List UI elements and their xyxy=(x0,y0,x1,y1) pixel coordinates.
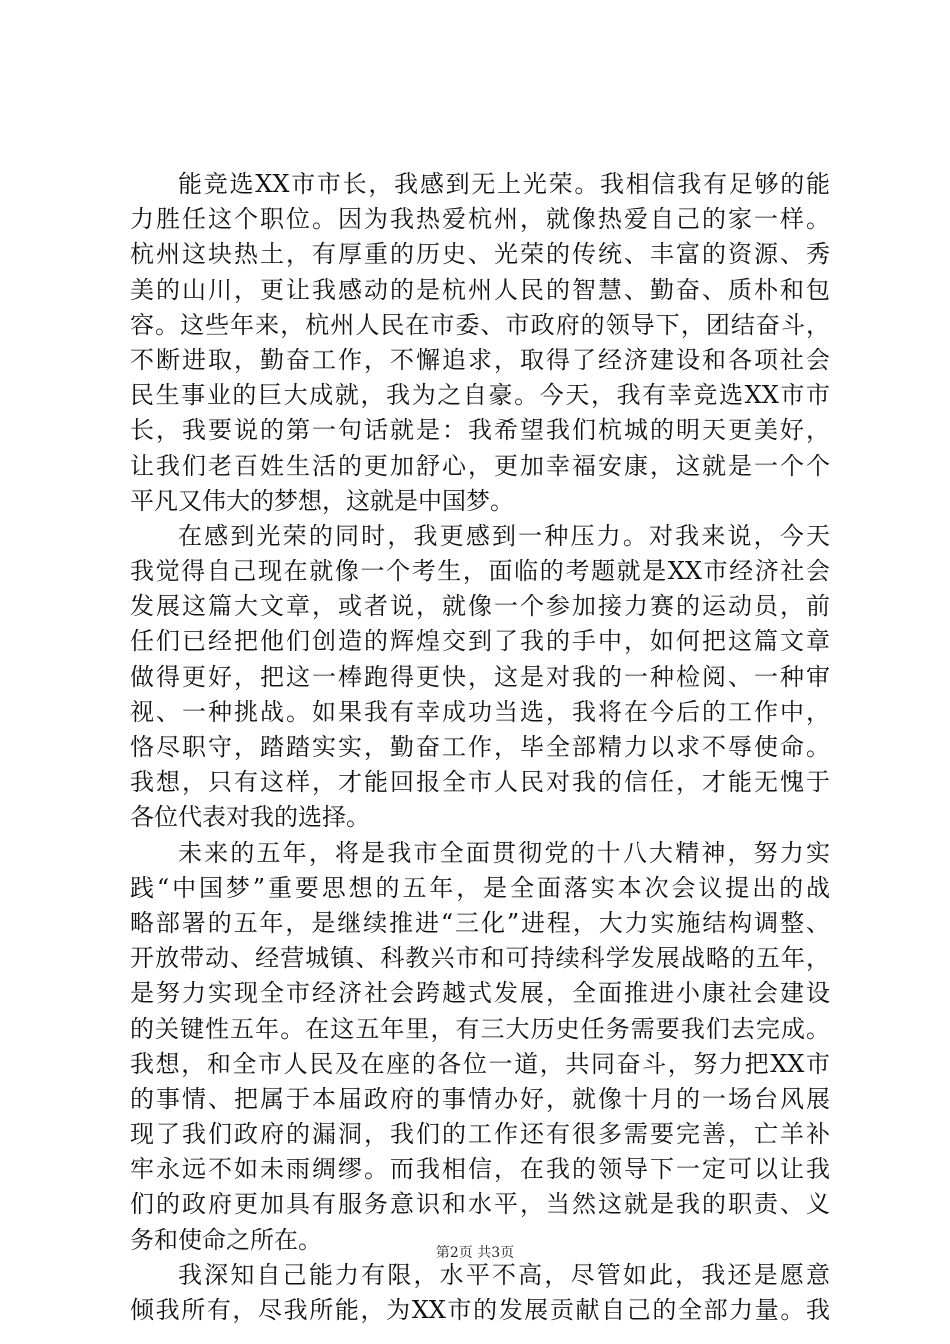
text-line: 的关键性五年。在这五年里，有三大历史任务需要我们去完成。 xyxy=(130,1014,830,1043)
text-line: 未来的五年，将是我市全面贯彻党的十八大精神，努力实 xyxy=(178,838,830,867)
text-line: 力胜任这个职位。因为我热爱杭州，就像热爱自己的家一样。 xyxy=(130,205,830,234)
text-line: 牢永远不如未雨绸缪。而我相信，在我的领导下一定可以让我 xyxy=(130,1155,830,1184)
text-line: 容。这些年来，杭州人民在市委、市政府的领导下，团结奋斗， xyxy=(130,310,830,339)
text-line: 能竞选XX市市长，我感到无上光荣。我相信我有足够的能 xyxy=(178,170,830,198)
text-line: 倾我所有，尽我所能，为XX市的发展贡献自己的全部力量。我 xyxy=(130,1296,830,1324)
text-line: 现了我们政府的漏洞，我们的工作还有很多需要完善，亡羊补 xyxy=(130,1120,830,1149)
text-line: 我深知自己能力有限，水平不高，尽管如此，我还是愿意 xyxy=(178,1260,830,1289)
text-line: 是努力实现全市经济社会跨越式发展，全面推进小康社会建设 xyxy=(130,979,830,1008)
text-line: 发展这篇大文章，或者说，就像一个参加接力赛的运动员，前 xyxy=(130,592,830,621)
text-line: 长，我要说的第一句话就是：我希望我们杭城的明天更美好， xyxy=(130,416,830,445)
text-line: 杭州这块热土，有厚重的历史、光荣的传统、丰富的资源、秀 xyxy=(130,240,830,269)
text-line: 各位代表对我的选择。 xyxy=(130,803,370,832)
text-line: 我觉得自己现在就像一个考生，面临的考题就是XX市经济社会 xyxy=(130,557,830,586)
text-line: 平凡又伟大的梦想，这就是中国梦。 xyxy=(130,486,514,515)
text-line: 开放带动、经营城镇、科教兴市和可持续科学发展战略的五年， xyxy=(130,944,830,973)
page-number-footer: 第2页 共3页 xyxy=(435,1245,515,1261)
text-line: 略部署的五年，是继续推进“三化”进程，大力实施结构调整、 xyxy=(130,908,830,937)
text-line: 不断进取，勤奋工作，不懈追求，取得了经济建设和各项社会 xyxy=(130,345,830,374)
text-line: 做得更好，把这一棒跑得更快，这是对我的一种检阅、一种审 xyxy=(130,662,830,691)
text-line: 民生事业的巨大成就，我为之自豪。今天，我有幸竞选XX市市 xyxy=(130,381,830,410)
text-line: 我想，只有这样，才能回报全市人民对我的信任，才能无愧于 xyxy=(130,768,830,797)
text-line: 让我们老百姓生活的更加舒心，更加幸福安康，这就是一个个 xyxy=(130,451,830,480)
text-line: 在感到光荣的同时，我更感到一种压力。对我来说，今天 xyxy=(178,521,830,550)
text-line: 践“中国梦”重要思想的五年，是全面落实本次会议提出的战 xyxy=(130,873,830,902)
text-line: 的事情、把属于本届政府的事情办好，就像十月的一场台风展 xyxy=(130,1084,830,1113)
text-line: 任们已经把他们创造的辉煌交到了我的手中，如何把这篇文章 xyxy=(130,627,830,656)
text-line: 务和使命之所在。 xyxy=(130,1225,322,1254)
body-text xyxy=(130,167,830,1328)
text-line: 们的政府更加具有服务意识和水平，当然这就是我的职责、义 xyxy=(130,1190,830,1219)
text-line: 美的山川，更让我感动的是杭州人民的智慧、勤奋、质朴和包 xyxy=(130,275,830,304)
text-line: 视、一种挑战。如果我有幸成功当选，我将在今后的工作中， xyxy=(130,697,830,726)
text-line: 我想，和全市人民及在座的各位一道，共同奋斗，努力把XX市 xyxy=(130,1049,830,1078)
text-line: 恪尽职守，踏踏实实，勤奋工作，毕全部精力以求不辱使命。 xyxy=(130,733,830,761)
